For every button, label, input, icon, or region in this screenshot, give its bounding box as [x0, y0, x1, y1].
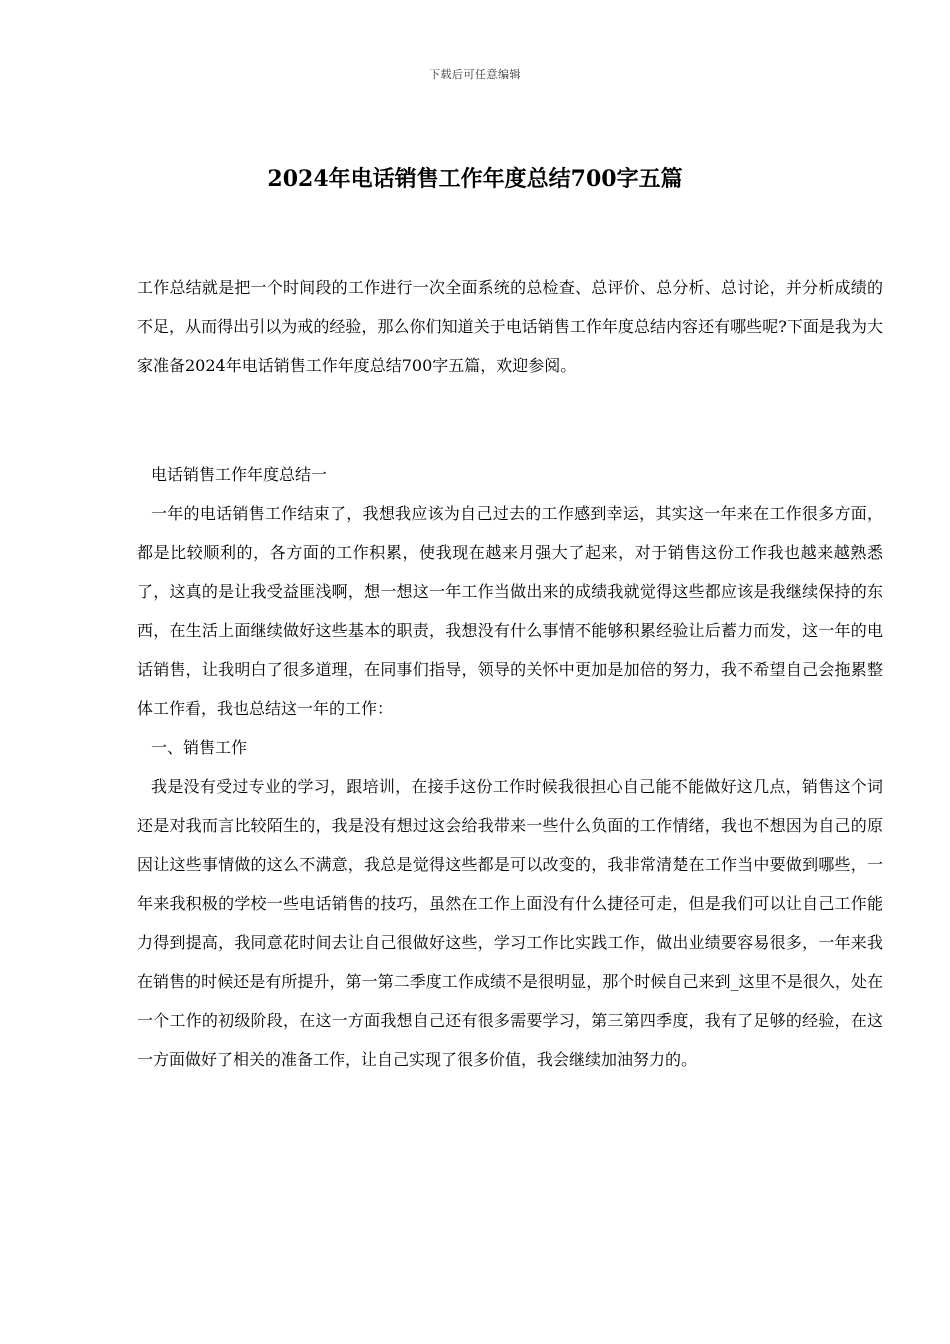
section-paragraph-2: 我是没有受过专业的学习，跟培训，在接手这份工作时候我很担心自己能不能做好这几点，销售这个词还是对我而言比较陌生的，我是没有想过这会给我带来一些什么负面的工作情绪，我也不想因为自己的原因让这些事情做的这么不满意，我总是觉得这些都是可以改变的，我非常清楚在工作当中要做到哪些，一年来我积极的学校一些电话销售的技巧，虽然在工作上面没有什么捷径可走，但是我们可以让自己工作能力得到提高，我同意花时间去让自己很做好这些，学习工作比实践工作，做出业绩要容易很多，一年来我在销售的时候还是有所提升，第一第二季度工作成绩不是很明显，那个时候自己来到_这里不是很久，处在一个工作的初级阶段，在这一方面我想自己还有很多需要学习，第三第四季度，我有了足够的经验，在这一方面做好了相关的准备工作，让自己实现了很多价值，我会继续加油努力的。	[137, 777, 883, 1069]
document-title: 2024年电话销售工作年度总结700字五篇	[267, 166, 683, 192]
section-one	[137, 455, 883, 1079]
section-paragraph-1: 一年的电话销售工作结束了，我想我应该为自己过去的工作感到幸运，其实这一年来在工作很多方面，都是比较顺利的，各方面的工作积累，使我现在越来月强大了起来，对于销售这份工作我也越来越熟悉了，这真的是让我受益匪浅啊，想一想这一年工作当做出来的成绩我就觉得这些都应该是我继续保持的东西，在生活上面继续做好这些基本的职责，我想没有什么事情不能够积累经验让后蓄力而发，这一年的电话销售，让我明白了很多道理，在同事们指导，领导的关怀中更加是加倍的努力，我不希望自己会拖累整体工作看，我也总结这一年的工作：	[137, 504, 883, 718]
section-heading: 电话销售工作年度总结一	[151, 465, 328, 484]
section-subheading: 一、销售工作	[151, 738, 248, 757]
intro-paragraph: 工作总结就是把一个时间段的工作进行一次全面系统的总检查、总评价、总分析、总讨论，并分析成绩的不足，从而得出引以为戒的经验，那么你们知道关于电话销售工作年度总结内容还有哪些呢?下面是我为大家准备2024年电话销售工作年度总结700字五篇，欢迎参阅。	[137, 278, 883, 375]
header-note: 下载后可任意编辑	[429, 68, 521, 81]
